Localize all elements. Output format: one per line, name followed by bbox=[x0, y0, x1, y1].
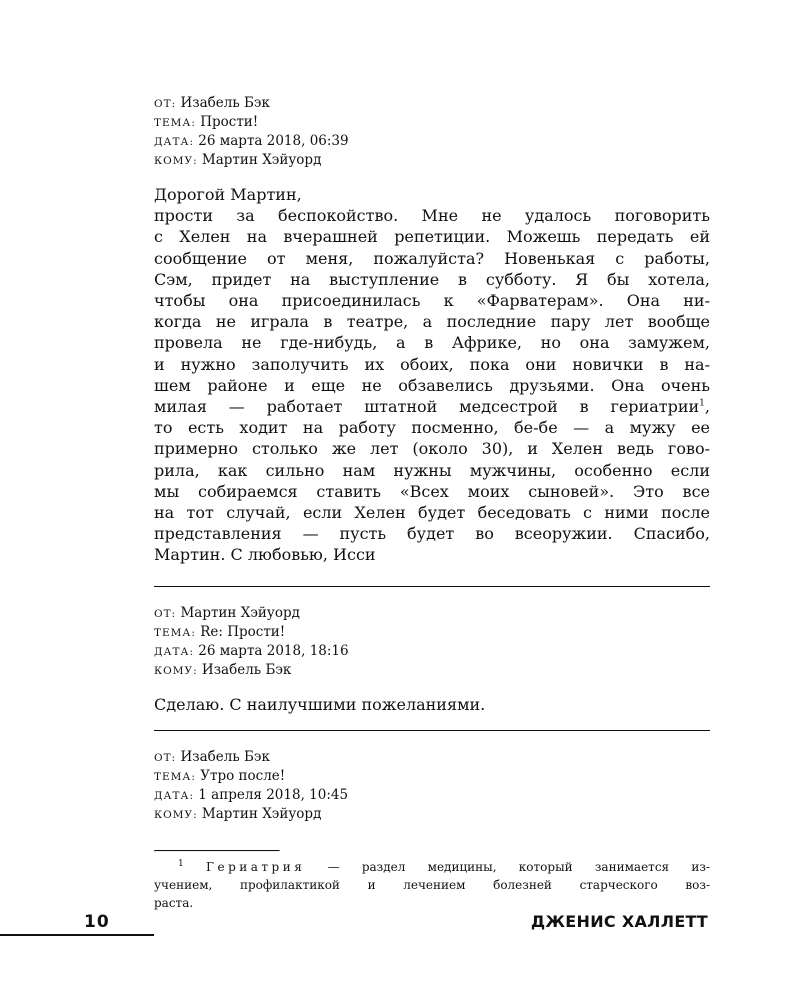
subject-line bbox=[154, 623, 710, 642]
body-line: сообщение от меня, пожалуйста? Новенькая с работы, bbox=[154, 248, 710, 268]
from-value: Изабель Бэк bbox=[180, 748, 270, 765]
footnote-term: Гериатрия bbox=[206, 859, 306, 874]
footnote-rule bbox=[154, 850, 280, 852]
date-line bbox=[154, 132, 710, 151]
page-number: 10 bbox=[84, 912, 110, 932]
date-label: ДАТА: bbox=[154, 136, 194, 148]
footnote-ref-punct: , bbox=[704, 397, 710, 417]
body-line: представления — пусть будет во всеоружии. Спасибо, bbox=[154, 524, 710, 544]
divider bbox=[154, 730, 710, 731]
to-value: Изабель Бэк bbox=[201, 661, 292, 678]
email-2-body bbox=[154, 694, 710, 715]
footnote-line bbox=[154, 858, 710, 876]
body-line: и нужно заполучить их обоих, пока они новички в на- bbox=[154, 354, 710, 374]
email-2 bbox=[154, 604, 710, 715]
from-line bbox=[154, 748, 710, 767]
email-3 bbox=[154, 748, 710, 824]
subject-value: Прости! bbox=[200, 114, 259, 130]
date-label: ДАТА: bbox=[154, 645, 194, 658]
subject-label: ТЕМА: bbox=[154, 770, 196, 783]
body-line: рила, как сильно нам нужны мужчины, особенно если bbox=[154, 460, 710, 480]
footnote-number: 1 bbox=[178, 858, 184, 869]
body-line-with-footnote bbox=[154, 396, 710, 417]
to-label: КОМУ: bbox=[154, 664, 198, 677]
body-line: Сэм, придет на выступление в субботу. Я бы хотела, bbox=[154, 269, 710, 289]
from-value: Мартин Хэйуорд bbox=[180, 604, 300, 621]
divider bbox=[154, 586, 710, 587]
subject-line bbox=[154, 113, 710, 132]
date-value: 26 марта 2018, 18:16 bbox=[198, 642, 349, 659]
from-value: Изабель Бэк bbox=[180, 95, 270, 111]
body-line: провела не где-нибудь, а в Африке, но она замужем, bbox=[154, 333, 710, 353]
body-line: примерно столько же лет (около 30), и Хелен ведь гово- bbox=[154, 439, 710, 459]
email-1 bbox=[154, 94, 710, 566]
footnote-line: раста. bbox=[154, 895, 194, 910]
subject-line bbox=[154, 767, 710, 786]
email-1-body bbox=[154, 184, 710, 566]
from-label: ОТ: bbox=[154, 607, 177, 620]
page-content bbox=[154, 94, 710, 912]
body-line: прости за беспокойство. Мне не удалось поговорить bbox=[154, 206, 710, 226]
date-line bbox=[154, 786, 710, 805]
footnote-ref: 1 bbox=[699, 398, 705, 409]
footnote bbox=[154, 858, 710, 912]
body-line: Дорогой Мартин, bbox=[154, 185, 302, 204]
to-value: Мартин Хэйуорд bbox=[201, 805, 322, 822]
body-line: с Хелен на вчерашней репетиции. Можешь передать ей bbox=[154, 227, 710, 247]
page-number-rule bbox=[0, 934, 154, 936]
date-value: 1 апреля 2018, 10:45 bbox=[198, 786, 349, 803]
body-line: Мартин. С любовью, Исси bbox=[154, 545, 376, 565]
body-line-text: милая — работает штатной медсестрой в гериатрии bbox=[154, 397, 700, 417]
subject-value: Re: Прости! bbox=[200, 623, 286, 640]
to-line bbox=[154, 151, 710, 170]
email-1-header bbox=[154, 94, 710, 170]
footnote-text: — раздел медицины, который занимается из- bbox=[305, 859, 710, 874]
from-label: ОТ: bbox=[154, 751, 177, 764]
from-label: ОТ: bbox=[154, 98, 177, 110]
body-line: чтобы она присоединилась к «Фарватерам». Она ни- bbox=[154, 291, 710, 311]
running-author: ДЖЕНИС ХАЛЛЕТТ bbox=[530, 912, 708, 931]
body-line: шем районе и еще не обзавелись друзьями. Она очень bbox=[154, 375, 710, 395]
email-3-header bbox=[154, 748, 710, 824]
from-line bbox=[154, 604, 710, 623]
subject-label: ТЕМА: bbox=[154, 117, 196, 129]
to-label: КОМУ: bbox=[154, 155, 198, 167]
subject-label: ТЕМА: bbox=[154, 626, 196, 639]
body-line: то есть ходит на работу посменно, бе-бе — а мужу ее bbox=[154, 418, 710, 438]
date-value: 26 марта 2018, 06:39 bbox=[198, 133, 349, 149]
to-label: КОМУ: bbox=[154, 808, 198, 821]
email-2-header bbox=[154, 604, 710, 680]
date-label: ДАТА: bbox=[154, 789, 194, 802]
subject-value: Утро после! bbox=[200, 767, 286, 784]
to-value: Мартин Хэйуорд bbox=[201, 152, 322, 168]
body-line: когда не играла в театре, а последние пару лет вообще bbox=[154, 312, 710, 332]
date-line bbox=[154, 642, 710, 661]
from-line bbox=[154, 94, 710, 113]
body-line: на тот случай, если Хелен будет беседовать с ними после bbox=[154, 503, 710, 523]
body-line: мы собираемся ставить «Всех моих сыновей». Это все bbox=[154, 481, 710, 501]
to-line bbox=[154, 805, 710, 824]
to-line bbox=[154, 661, 710, 680]
body-line: Сделаю. С наилучшими пожеланиями. bbox=[154, 694, 486, 714]
footnote-line: учением, профилактикой и лечением болезней старческого воз- bbox=[154, 877, 710, 892]
